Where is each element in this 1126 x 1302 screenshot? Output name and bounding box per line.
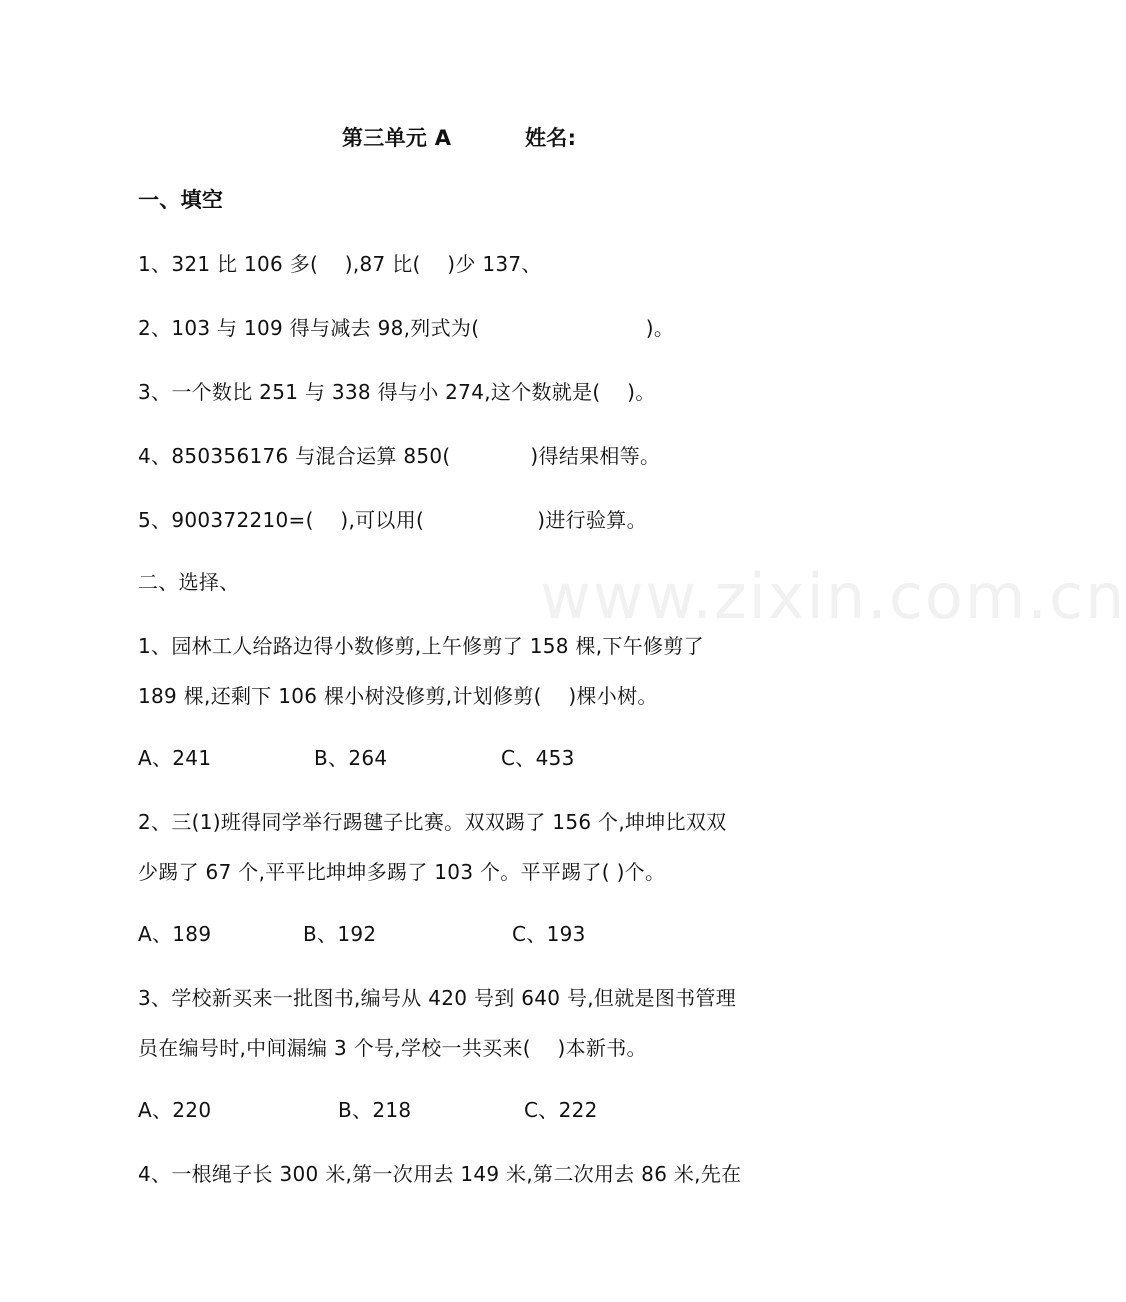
choice-question-3-line-1: 3、学校新买来一批图书,编号从 420 号到 640 号,但就是图书管理 — [138, 986, 737, 1010]
choice-question-2-option-b: B、192 — [303, 922, 377, 946]
choice-question-4-line-1: 4、一根绳子长 300 米,第一次用去 149 米,第二次用去 86 米,先在 — [138, 1162, 742, 1186]
choice-question-1-option-a: A、241 — [138, 746, 212, 770]
fill-in-question-1: 1、321 比 106 多( ),87 比( )少 137、 — [138, 252, 542, 276]
choice-question-1-option-b: B、264 — [314, 746, 388, 770]
choice-question-3-option-a: A、220 — [138, 1098, 212, 1122]
fill-in-question-2: 2、103 与 109 得与减去 98,列式为( )。 — [138, 316, 675, 340]
choice-question-2-line-1: 2、三(1)班得同学举行踢毽子比赛。双双踢了 156 个,坤坤比双双 — [138, 810, 727, 834]
choice-question-1-line-2: 189 棵,还剩下 106 棵小树没修剪,计划修剪( )棵小树。 — [138, 684, 658, 708]
section-choice-heading: 二、选择、 — [138, 570, 240, 594]
worksheet-title: 第三单元 A — [342, 126, 452, 150]
choice-question-3-line-2: 员在编号时,中间漏编 3 个号,学校一共买来( )本新书。 — [138, 1036, 647, 1060]
choice-question-2-line-2: 少踢了 67 个,平平比坤坤多踢了 103 个。平平踢了( )个。 — [138, 860, 666, 884]
choice-question-1-option-c: C、453 — [501, 746, 575, 770]
choice-question-2-option-c: C、193 — [512, 922, 586, 946]
name-label: 姓名: — [525, 126, 577, 150]
watermark: www.zixin.com.cn — [540, 560, 1126, 633]
fill-in-question-3: 3、一个数比 251 与 338 得与小 274,这个数就是( )。 — [138, 380, 656, 404]
choice-question-3-option-b: B、218 — [338, 1098, 412, 1122]
choice-question-1-line-1: 1、园林工人给路边得小数修剪,上午修剪了 158 棵,下午修剪了 — [138, 634, 704, 658]
section-fill-in-heading: 一、填空 — [138, 188, 224, 212]
choice-question-3-option-c: C、222 — [524, 1098, 598, 1122]
fill-in-question-5: 5、900372210=( ),可以用( )进行验算。 — [138, 508, 647, 532]
fill-in-question-4: 4、850356176 与混合运算 850( )得结果相等。 — [138, 444, 661, 468]
choice-question-2-option-a: A、189 — [138, 922, 212, 946]
